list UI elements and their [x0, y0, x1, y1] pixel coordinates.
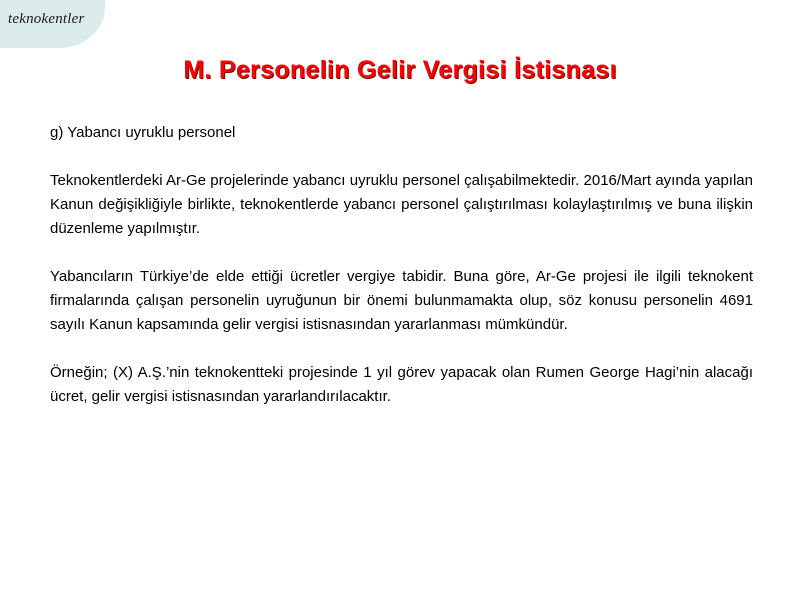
paragraph-example: Örneğin; (X) A.Ş.’nin teknokentteki projesinde 1 yıl görev yapacak olan Rumen George Hagi’nin alacağı ücret, gelir vergisi istisnasından yararlandırılacaktır.	[50, 364, 753, 405]
content-body	[50, 121, 753, 433]
paragraph-tax: Yabancıların Türkiye’de elde ettiği ücretler vergiye tabidir. Buna göre, Ar-Ge projesi ile ilgili teknokent firmalarında çalışan personelin uyruğunun bir önemi bulunmamakta olup, söz konusu personelin 4691 sayılı Kanun kapsamında gelir vergisi istisnasından yararlanması mümkündür.	[50, 268, 753, 333]
paragraph-intro: Teknokentlerdeki Ar-Ge projelerinde yabancı uyruklu personel çalışabilmektedir. 2016/Mart ayında yapılan Kanun değişikliğiyle birlikte, teknokentlerde yabancı personel çalıştırılması kolaylaştırılmış ve buna ilişkin düzenleme yapılmıştır.	[50, 172, 753, 237]
logo-text: teknokentler	[8, 11, 85, 27]
page-title: M. Personelin Gelir Vergisi İstisnası	[183, 56, 617, 84]
logo-tab	[0, 0, 105, 48]
section-heading: g) Yabancı uyruklu personel	[50, 124, 236, 141]
